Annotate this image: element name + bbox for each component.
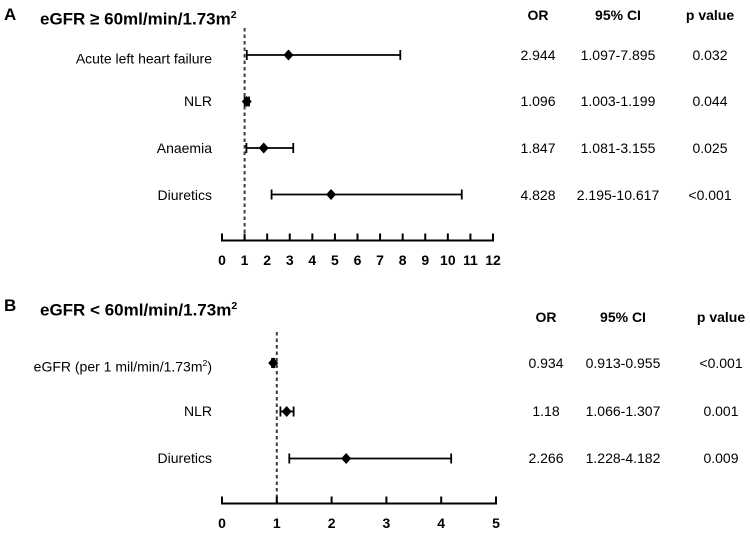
ci-value: 1.097-7.895 — [580, 47, 656, 63]
panel-b-header-p: p value — [696, 309, 746, 325]
p-value: 0.032 — [692, 47, 728, 63]
axis-tick-label: 7 — [376, 252, 384, 268]
panel-a-header-or: OR — [527, 7, 549, 23]
panel-a-header-p: p value — [685, 7, 735, 23]
p-value: 0.009 — [703, 450, 739, 466]
or-marker — [326, 189, 336, 200]
panel-b-title-text: eGFR < 60ml/min/1.73m — [40, 300, 232, 320]
or-value: 0.934 — [528, 355, 564, 371]
or-value: 2.266 — [528, 450, 564, 466]
panel-b-title-superscript: 2 — [231, 300, 238, 312]
ci-value: 1.228-4.182 — [585, 450, 661, 466]
panel-a-title-text: eGFR ≥ 60ml/min/1.73m — [40, 9, 231, 29]
p-value: 0.001 — [703, 403, 739, 419]
axis-tick-label: 12 — [485, 252, 501, 268]
p-value: <0.001 — [699, 355, 743, 371]
or-value: 4.828 — [520, 187, 556, 203]
axis-tick-label: 10 — [440, 252, 456, 268]
p-value: <0.001 — [688, 187, 732, 203]
row-label-text: Diuretics — [157, 187, 212, 203]
ci-value: 1.003-1.199 — [580, 93, 656, 109]
p-value: 0.044 — [692, 93, 728, 109]
or-value: 1.847 — [520, 140, 556, 156]
row-label-text: Diuretics — [157, 450, 212, 466]
or-marker — [341, 453, 351, 464]
panel-b-letter: B — [4, 296, 17, 315]
axis-tick-label: 0 — [218, 252, 226, 268]
or-value: 1.096 — [520, 93, 556, 109]
axis-tick-label: 3 — [382, 515, 391, 531]
panel-b-header-or: OR — [535, 309, 557, 325]
axis-tick-label: 0 — [218, 515, 226, 531]
row-label-text: Anaemia — [156, 140, 212, 156]
or-marker — [282, 406, 292, 417]
row-label-text: NLR — [183, 93, 212, 109]
ci-value: 2.195-10.617 — [576, 187, 660, 203]
ci-value: 1.081-3.155 — [580, 140, 656, 156]
axis-tick-label: 2 — [327, 515, 336, 531]
or-marker — [259, 143, 269, 154]
or-marker — [268, 358, 278, 369]
panel-a-header-ci: 95% CI — [595, 7, 641, 23]
ci-value: 0.913-0.955 — [585, 355, 661, 371]
ci-value: 1.066-1.307 — [585, 403, 661, 419]
row-label — [0, 449, 212, 467]
row-label — [0, 92, 212, 110]
axis-tick-label: 3 — [285, 252, 294, 268]
row-label-text: eGFR (per 1 mil/min/1.73m — [33, 358, 203, 375]
panel-a-letter: A — [4, 5, 17, 24]
panel-b-title — [40, 296, 237, 321]
row-label — [0, 139, 212, 157]
row-label — [0, 186, 212, 204]
or-marker — [242, 96, 252, 107]
panel-b-header-ci: 95% CI — [600, 309, 646, 325]
axis-tick-label: 5 — [331, 252, 339, 268]
p-value: 0.025 — [692, 140, 728, 156]
panel-a-title-superscript: 2 — [230, 9, 237, 21]
axis-tick-label: 1 — [272, 515, 281, 531]
axis-tick-label: 6 — [353, 252, 362, 268]
axis-tick-label: 9 — [421, 252, 430, 268]
row-label — [0, 354, 212, 376]
axis-tick-label: 4 — [437, 515, 446, 531]
axis-tick-label: 5 — [492, 515, 500, 531]
row-label-text: NLR — [183, 403, 212, 419]
panel-a-title — [40, 5, 237, 30]
row-label-superscript: 2 — [202, 358, 208, 368]
row-label-text: Acute left heart failure — [75, 50, 212, 67]
or-value: 2.944 — [520, 47, 556, 63]
axis-tick-label: 8 — [398, 252, 407, 268]
or-value: 1.18 — [532, 403, 560, 419]
or-marker — [283, 50, 293, 61]
axis-tick-label: 1 — [240, 252, 249, 268]
axis-tick-label: 4 — [308, 252, 317, 268]
axis-tick-label: 2 — [263, 252, 272, 268]
row-label-text-post: ) — [207, 358, 212, 375]
row-label — [0, 402, 212, 420]
axis-tick-label: 11 — [463, 252, 478, 268]
row-label — [0, 46, 212, 68]
